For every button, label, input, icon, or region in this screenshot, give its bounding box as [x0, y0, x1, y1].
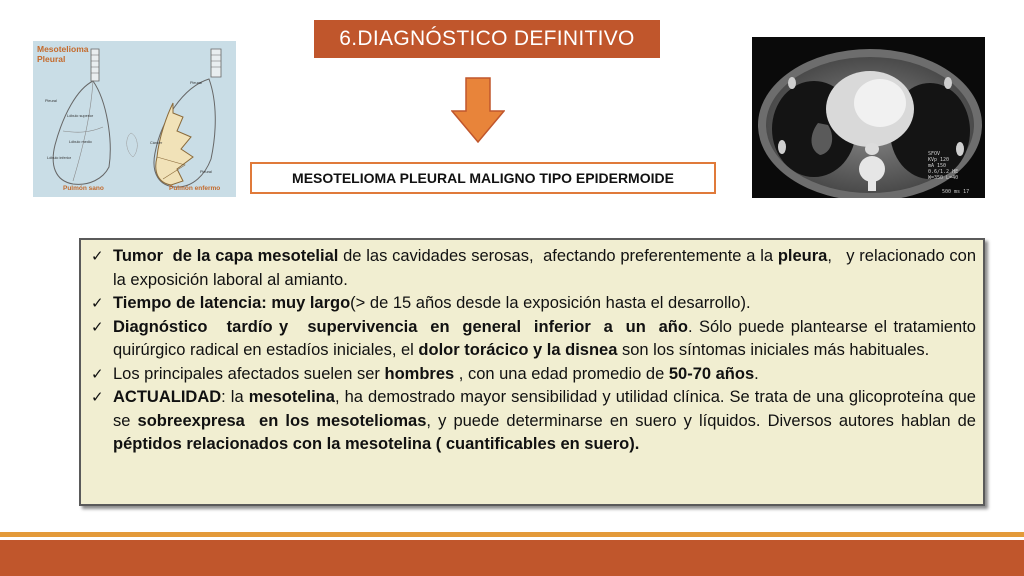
bold-text: dolor torácico y la disnea — [418, 341, 618, 359]
caption-diseased: Pulmón enfermo — [169, 185, 221, 192]
caption-healthy: Pulmón sano — [63, 185, 104, 192]
body-text: de las cavidades serosas, afectando preferentemente a la — [338, 247, 778, 265]
slide-title: 6.DIAGNÓSTICO DEFINITIVO — [314, 20, 660, 58]
bullet-item — [89, 245, 981, 292]
body-text: . — [754, 364, 759, 383]
body-text: (> de 15 años desde la exposición hasta el desarrollo). — [350, 294, 751, 312]
body-text: : la — [221, 388, 249, 406]
checkmark-icon: ✓ — [91, 365, 104, 383]
down-arrow-icon — [451, 77, 505, 143]
checkmark-icon: ✓ — [91, 318, 104, 336]
bold-text: mesotelina — [248, 388, 335, 406]
bold-text: Tiempo de latencia: muy largo — [113, 294, 351, 312]
ct-scan-image — [752, 37, 985, 198]
bullet-item — [89, 363, 976, 387]
bullet-item — [89, 386, 981, 457]
checkmark-icon: ✓ — [91, 248, 104, 265]
lung-figure-title: Mesotelioma Pleural — [37, 44, 89, 64]
checkmark-icon: ✓ — [91, 389, 104, 406]
checkmark-icon: ✓ — [91, 295, 104, 312]
footer-accent-line — [0, 532, 1024, 537]
bold-text: 50-70 años — [668, 364, 755, 383]
bold-text: ACTUALIDAD — [113, 388, 222, 406]
bold-text: Diagnóstico tardío y supervivencia en general inferior a un año — [113, 317, 688, 336]
body-text: , con una edad promedio de — [454, 364, 669, 383]
body-text: , ha demostrado mayor sensibilidad y utilidad clínica. Se trata de una glicoproteína que se — [113, 388, 981, 430]
bullet-list — [89, 245, 981, 457]
diagnosis-box: MESOTELIOMA PLEURAL MALIGNO TIPO EPIDERMOIDE — [250, 162, 716, 194]
body-text: . Sólo puede plantearse el tratamiento quirúrgico radical en estadíos iniciales, el — [113, 317, 981, 359]
body-text: Los principales afectados suelen ser — [113, 364, 385, 383]
bold-text: péptidos relacionados con la mesotelina ( cuantificables en suero). — [113, 435, 640, 453]
bold-text: pleura — [777, 247, 828, 265]
lung-illustration: Mesotelioma Pleural Pleural Lóbulo superior Lóbulo medio Lóbulo inferior Pleural Cáncer Pleural Pulmón sano Pulmón enfermo — [33, 41, 236, 197]
ct-readout-right: 500 ms 17 — [942, 189, 970, 195]
bullet-item — [89, 316, 981, 363]
ct-readout-left: SFOV KVp 120 mA 150 0.6/1.2 HE W=350 L=40 — [928, 151, 959, 181]
footer-bar — [0, 540, 1024, 576]
body-text: son los síntomas iniciales más habituales. — [617, 341, 930, 359]
body-text: , y relacionado con la exposición laboral al amianto. — [113, 247, 981, 289]
bullet-item — [89, 292, 976, 316]
body-text: , y puede determinarse en suero y líquidos. Diversos autores hablan de — [426, 411, 981, 430]
bold-text: hombres — [384, 364, 455, 383]
bold-text: sobreexpresa en los mesoteliomas — [137, 411, 427, 430]
bold-text: Tumor de la capa mesotelial — [113, 247, 339, 265]
content-panel — [79, 238, 985, 506]
